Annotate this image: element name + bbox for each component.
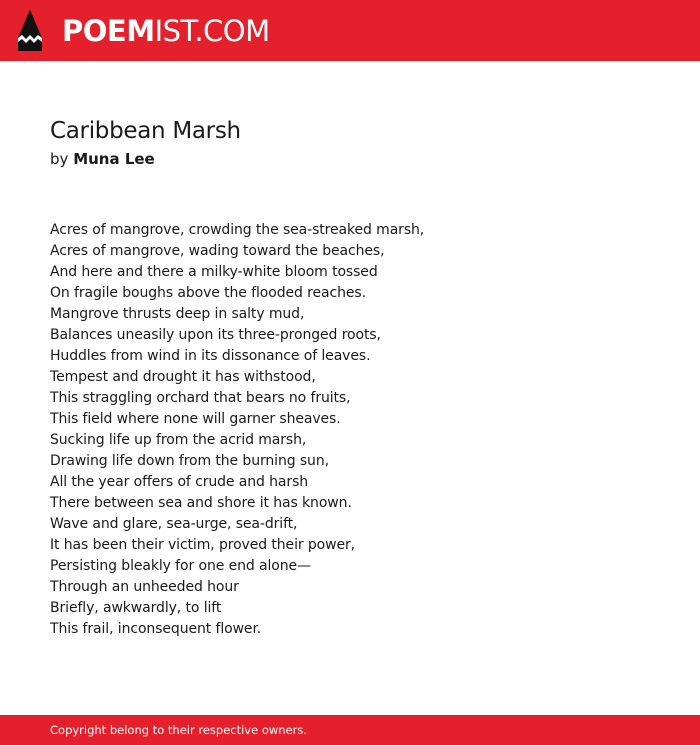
site-footer (0, 715, 700, 745)
poem-line: Persisting bleakly for one end alone— (50, 558, 311, 574)
site-logo[interactable] (62, 11, 270, 51)
poem-line: Drawing life down from the burning sun, (50, 453, 329, 469)
logo-text-light: IST.COM (154, 14, 270, 48)
poem-line: This frail, inconsequent flower. (50, 621, 262, 637)
logo-text-bold: POEM (62, 14, 155, 48)
site-header (0, 0, 700, 61)
poem-line: Wave and glare, sea-urge, sea-drift, (50, 516, 298, 532)
poem-line: It has been their victim, proved their power, (50, 537, 355, 553)
poem-byline (50, 148, 670, 170)
poem-line: This straggling orchard that bears no fruits, (50, 390, 351, 406)
poem-line: Mangrove thrusts deep in salty mud, (50, 306, 305, 322)
poem-line: Acres of mangrove, wading toward the beaches, (50, 243, 385, 259)
poem-line: On fragile boughs above the flooded reaches. (50, 285, 366, 301)
pencil-icon[interactable] (18, 10, 42, 51)
poem-line: This field where none will garner sheaves. (50, 411, 341, 427)
poem-line: Tempest and drought it has withstood, (50, 369, 316, 385)
poem-author: Muna Lee (73, 150, 155, 168)
byline-prefix: by (50, 150, 69, 168)
poem-line: Acres of mangrove, crowding the sea-streaked marsh, (50, 222, 425, 238)
poem-line: Through an unheeded hour (50, 579, 239, 595)
poem-line: There between sea and shore it has known. (50, 495, 352, 511)
poem-content (50, 116, 670, 640)
poem-line: Balances uneasily upon its three-pronged roots, (50, 327, 381, 343)
poem-line: Huddles from wind in its dissonance of leaves. (50, 348, 371, 364)
poem-line: Sucking life up from the acrid marsh, (50, 432, 307, 448)
poem-line: And here and there a milky-white bloom tossed (50, 264, 378, 280)
poem-title: Caribbean Marsh (50, 118, 241, 144)
copyright-text: Copyright belong to their respective owners. (50, 723, 308, 737)
poem-body (50, 220, 670, 640)
poem-line: Briefly, awkwardly, to lift (50, 600, 222, 616)
poem-line: All the year offers of crude and harsh (50, 474, 309, 490)
